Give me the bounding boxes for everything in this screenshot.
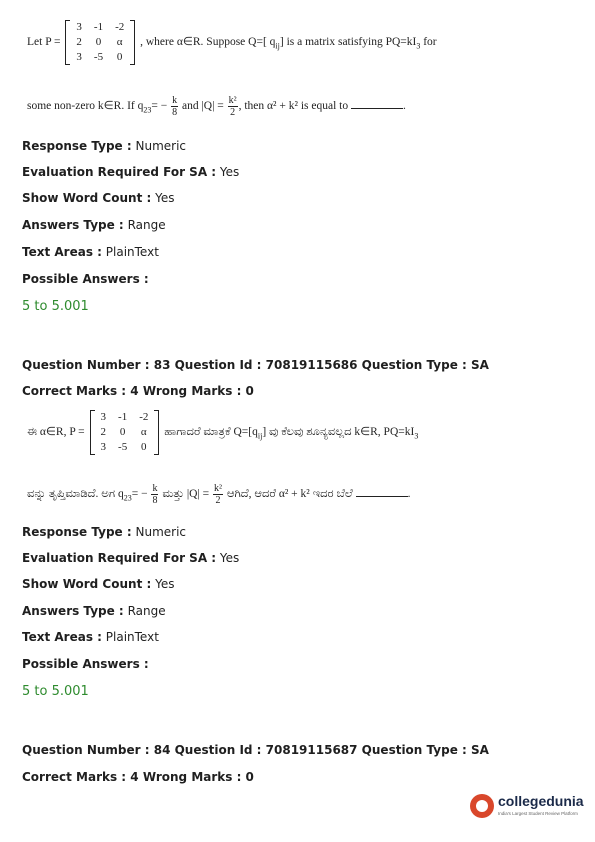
question-text: and |Q| = [181,100,224,113]
matrix-cell: 0 [119,426,126,438]
subscript: ij [275,41,280,51]
fraction-k2-over-2: $\frac{\text{k²}}{2}$ [214,483,222,506]
question-text: ವನ್ನು ತೃಪ್ತಿಮಾಡಿದೆ. ಅಗ q [27,488,124,501]
text-areas: Text Areas : PlainText [22,630,159,644]
possible-answers-label: Possible Answers : [22,657,149,671]
answers-type: Answers Type : Range [22,218,166,232]
possible-answer-value: 5 to 5.001 [22,299,89,314]
matrix-cell: -2 [115,21,125,33]
question-text: ಮತ್ತು |Q| = [162,488,210,501]
question-83-line-1 [27,410,418,455]
matrix-cell: 0 [116,51,123,63]
matrix-cell: 3 [100,411,107,423]
question-text: = − [151,100,168,113]
answer-blank [351,108,403,109]
fraction-k-over-8: $\frac{k}{8}$ [172,95,178,118]
matrix-cell: 0 [141,441,147,453]
matrix-p [90,410,160,455]
question-text: ಈ α∈R, P = [27,426,85,439]
question-text: some non-zero k∈R. If q [27,100,144,113]
question-text: , then α² + k² is equal to [238,100,349,113]
period: . [407,488,411,501]
response-type: Response Type : Numeric [22,139,187,153]
question-text: ] ವು ಕೆಲವು ಶೂನ್ಯವಲ್ಲದ k∈R, PQ=kI [262,426,415,439]
show-word-count: Show Word Count : Yes [22,191,175,205]
subscript: 23 [123,493,132,503]
answers-type: Answers Type : Range [22,604,166,618]
matrix-cell: α [140,426,147,438]
matrix-cell: 3 [76,51,82,63]
matrix-cell: -5 [93,51,104,63]
matrix-cell: -2 [139,411,149,423]
matrix-cell: 2 [76,36,82,48]
matrix-p [65,20,135,65]
question-text: , where α∈R. Suppose Q=[ q [140,36,276,49]
fraction-k-over-8: $\frac{k}{8}$ [152,483,158,506]
subscript: 3 [416,41,421,51]
show-word-count: Show Word Count : Yes [22,577,175,591]
response-type: Response Type : Numeric [22,525,187,539]
evaluation-required: Evaluation Required For SA : Yes [22,165,240,179]
subscript: ij [257,431,263,441]
matrix-cell: 3 [100,441,107,453]
subscript: 23 [143,105,152,115]
matrix-cell: α [116,36,123,48]
matrix-cell: 0 [95,36,102,48]
question-82-line-2 [27,95,406,118]
question-83-line-2 [27,483,410,506]
question-text: ಹಾಗಾದರೆ ಮಾತ್ರಕೆ Q=[q [164,426,258,439]
matrix-cell: 3 [76,21,82,33]
logo-name: collegedunia [498,793,584,809]
matrix-cell: -1 [93,21,104,33]
question-83-marks: Correct Marks : 4 Wrong Marks : 0 [22,384,254,398]
period: . [402,100,406,113]
matrix-cell: 2 [100,426,107,438]
text-areas: Text Areas : PlainText [22,245,159,259]
question-text: = − [131,488,148,501]
question-text: ] is a matrix satisfying PQ=kI [279,36,417,49]
question-83-header: Question Number : 83 Question Id : 70819115686 Question Type : SA [22,358,489,372]
matrix-cell: -1 [118,411,128,423]
question-text: ಆಗಿದೆ, ಆದರೆ α² + k² ಇದರ ಬೆಲೆ [226,488,353,501]
possible-answers-label: Possible Answers : [22,272,149,286]
possible-answer-value: 5 to 5.001 [22,684,89,699]
answer-blank [356,496,408,497]
question-82-line-1 [27,20,437,65]
collegedunia-logo [470,790,585,826]
logo-tagline: India's Largest Student Review Platform [498,811,578,816]
fraction-k2-over-2: $\frac{\text{k²}}{2}$ [228,95,237,118]
subscript: 3 [414,431,419,441]
question-text: for [420,36,437,49]
question-84-header: Question Number : 84 Question Id : 70819115687 Question Type : SA [22,743,489,757]
logo-mark-icon [470,794,494,818]
matrix-cell: -5 [118,441,128,453]
let-p-text: Let P = [27,36,61,49]
evaluation-required: Evaluation Required For SA : Yes [22,551,240,565]
question-84-marks: Correct Marks : 4 Wrong Marks : 0 [22,770,254,784]
